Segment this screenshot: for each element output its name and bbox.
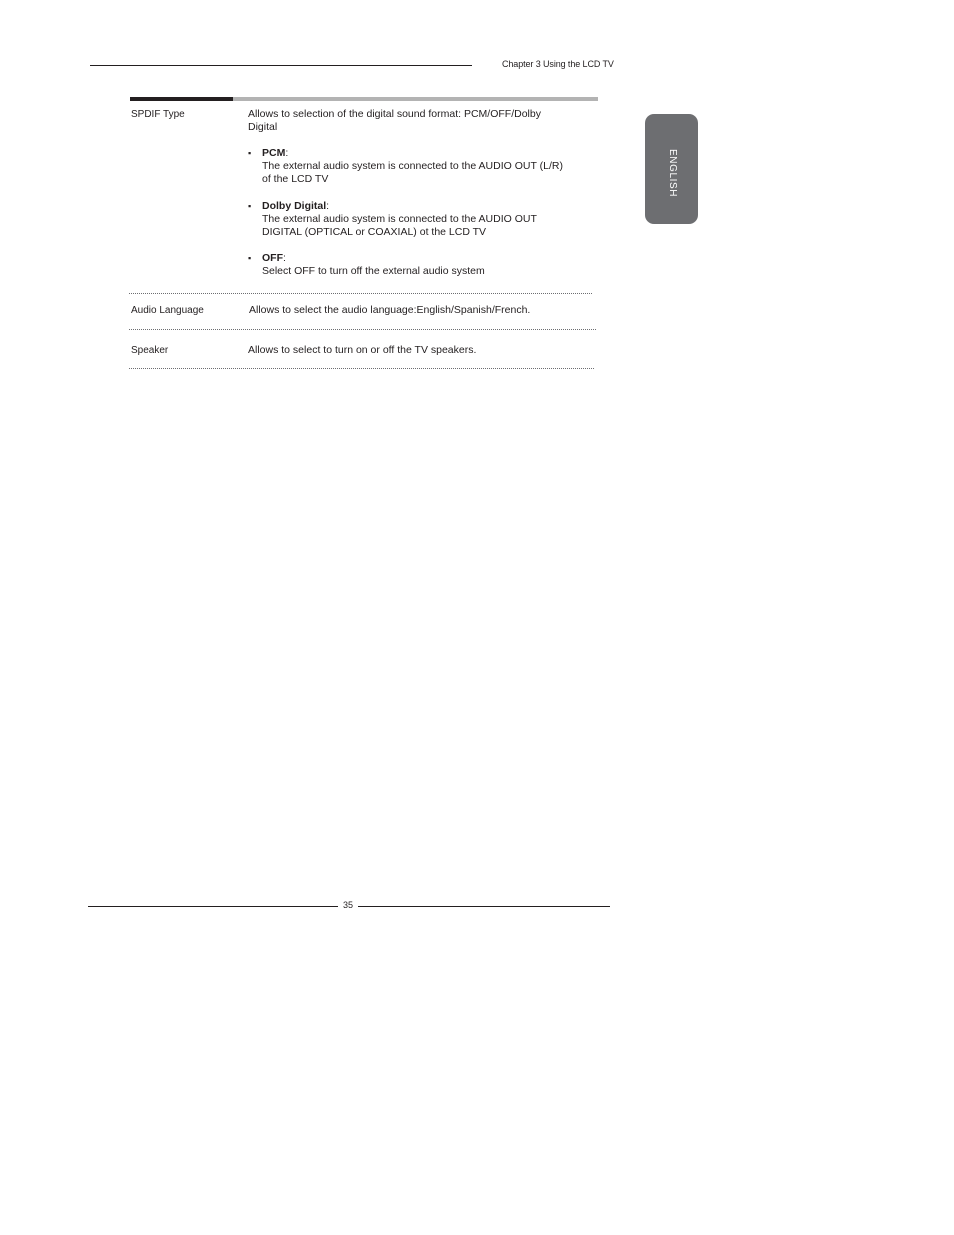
audio-language-description: Allows to select the audio language:English/Spanish/French.	[249, 304, 531, 316]
language-tab	[645, 114, 698, 224]
chapter-title: Chapter 3 Using the LCD TV	[502, 59, 614, 69]
pcm-title: PCM	[262, 147, 286, 159]
off-title: OFF	[262, 252, 283, 264]
dolby-digital-colon: :	[326, 200, 330, 212]
speaker-description: Allows to select to turn on or off the TV speakers.	[248, 344, 477, 356]
row-divider	[129, 329, 596, 330]
spdif-type-description	[248, 108, 593, 134]
table-top-bar-dark	[130, 97, 233, 101]
bullet-icon: ▪	[248, 148, 252, 158]
spdif-type-label: SPDIF Type	[131, 109, 185, 120]
pcm-line-1: The external audio system is connected to the AUDIO OUT (L/R)	[262, 160, 563, 172]
pcm-colon: :	[285, 147, 289, 159]
row-divider	[129, 368, 594, 369]
pcm-line-2: of the LCD TV	[262, 173, 329, 185]
bullet-icon: ▪	[248, 253, 252, 263]
dolby-digital-line-2: DIGITAL (OPTICAL or COAXIAL) ot the LCD TV	[262, 226, 487, 238]
header-rule	[90, 65, 472, 66]
speaker-label: Speaker	[131, 345, 169, 356]
spdif-item-pcm	[248, 147, 593, 186]
footer-rule-left	[88, 906, 338, 907]
off-colon: :	[283, 252, 286, 264]
page-number: 35	[343, 900, 354, 910]
spdif-item-off	[248, 252, 593, 278]
audio-language-label: Audio Language	[131, 305, 204, 316]
bullet-icon: ▪	[248, 201, 252, 211]
off-line-1: Select OFF to turn off the external audio system	[262, 265, 485, 277]
dolby-digital-line-1: The external audio system is connected to the AUDIO OUT	[262, 213, 537, 225]
spdif-intro-line-1: Allows to selection of the digital sound format: PCM/OFF/Dolby	[248, 108, 541, 120]
table-top-bar-gray	[233, 97, 598, 101]
dolby-digital-title: Dolby Digital	[262, 200, 327, 212]
spdif-item-dolby-digital	[248, 200, 593, 239]
spdif-intro-line-2: Digital	[248, 121, 278, 133]
language-tab-label: ENGLISH	[667, 149, 678, 198]
row-divider	[129, 293, 592, 294]
footer-rule-right	[358, 906, 610, 907]
